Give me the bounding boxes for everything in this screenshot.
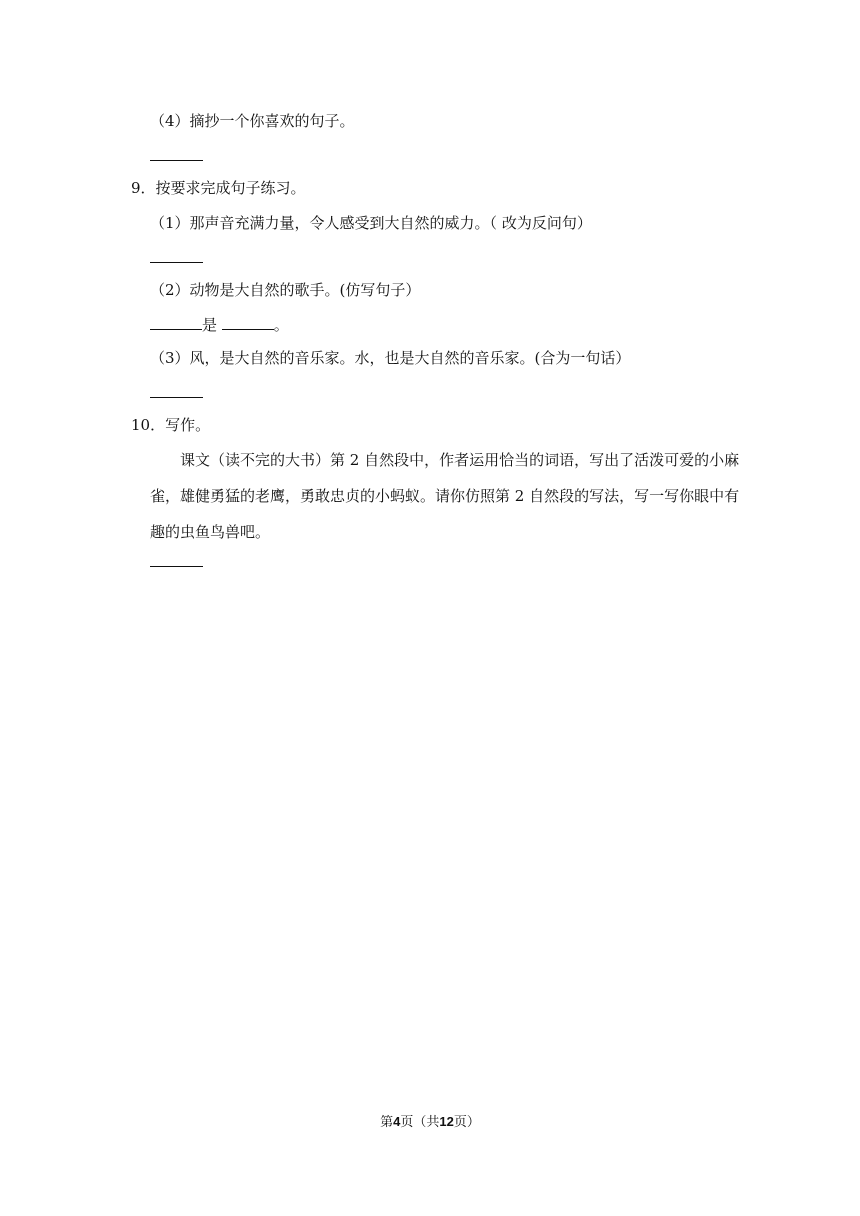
fill-period: 。 [273,316,289,334]
footer-page-number: 4 [393,1114,401,1129]
footer-middle: 页（共 [400,1115,440,1130]
question-9-item-3: （3）风，是大自然的音乐家。水，也是大自然的音乐家。(合为一句话） [150,349,631,367]
question-9-item-2-fill [150,315,289,335]
question-9-item-2: （2）动物是大自然的歌手。(仿写句子） [150,281,421,299]
answer-blank[interactable] [150,566,203,567]
answer-blank[interactable] [150,397,203,398]
question-8-item-4: （4）摘抄一个你喜欢的句子。 [150,112,355,130]
footer-total-pages: 12 [439,1114,454,1129]
question-9-title: 9．按要求完成句子练习。 [131,179,306,197]
question-10-body [150,442,740,550]
answer-blank[interactable] [150,262,203,263]
footer-prefix: 第 [380,1115,394,1130]
footer-suffix: 页） [453,1115,480,1130]
answer-blank[interactable] [222,315,274,330]
answer-blank[interactable] [150,315,202,330]
question-10-text: 课文（读不完的大书）第 2 自然段中，作者运用恰当的词语，写出了活泼可爱的小麻雀，雄健勇猛的老鹰，勇敢忠贞的小蚂蚁。请你仿照第 2 自然段的写法，写一写你眼中有趣的虫鱼鸟兽吧。 [150,451,740,541]
question-9-item-1: （1）那声音充满力量，令人感受到大自然的威力。（ 改为反问句） [150,214,592,232]
answer-blank[interactable] [150,160,203,161]
question-10-title: 10．写作。 [131,416,211,434]
fill-connector: 是 [202,316,218,334]
page-footer [0,1111,860,1130]
